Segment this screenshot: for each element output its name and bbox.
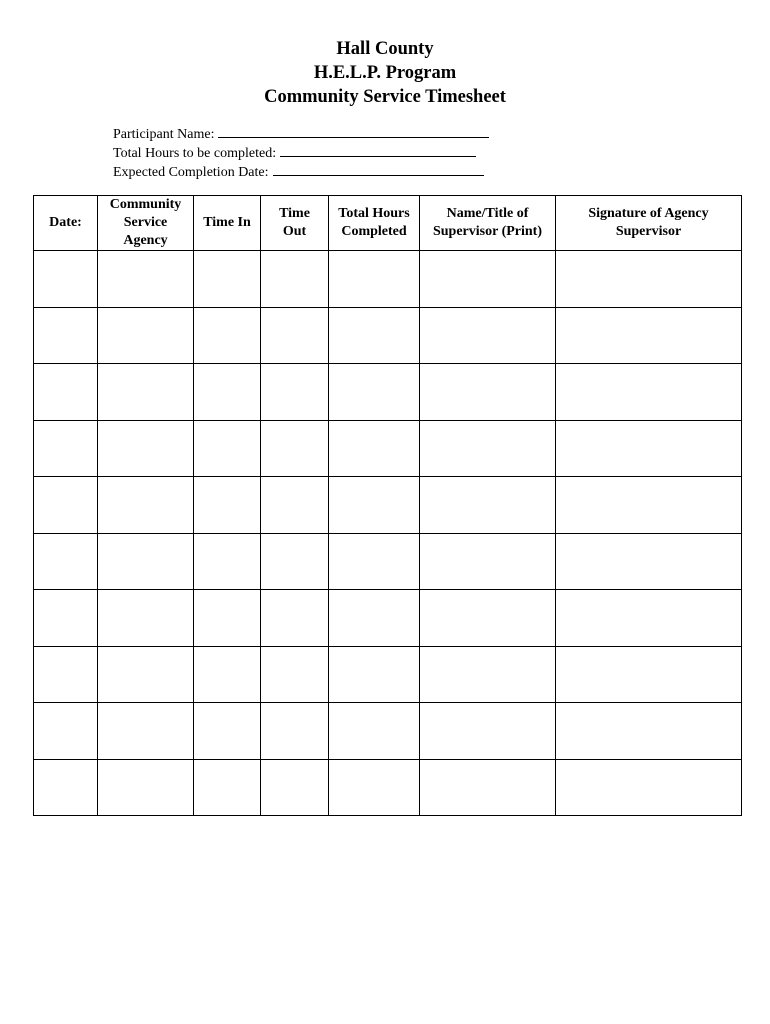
time-in-cell[interactable] — [194, 420, 261, 477]
time-in-cell[interactable] — [194, 477, 261, 534]
time-out-cell[interactable] — [261, 364, 329, 421]
supervisor-name-cell[interactable] — [420, 477, 556, 534]
agency-cell[interactable] — [98, 759, 194, 816]
total-hours-cell[interactable] — [329, 703, 420, 760]
date-cell[interactable] — [34, 703, 98, 760]
signature-cell[interactable] — [556, 251, 742, 308]
time-out-cell[interactable] — [261, 307, 329, 364]
total-hours-label: Total Hours to be completed: — [113, 146, 277, 161]
table-row — [34, 533, 742, 590]
date-cell[interactable] — [34, 307, 98, 364]
column-header-supervisor-name: Name/Title of Supervisor (Print) — [420, 196, 556, 251]
time-out-cell[interactable] — [261, 646, 329, 703]
time-in-cell[interactable] — [194, 703, 261, 760]
date-cell[interactable] — [34, 420, 98, 477]
table-row — [34, 646, 742, 703]
date-cell[interactable] — [34, 477, 98, 534]
table-row — [34, 420, 742, 477]
expected-completion-field[interactable] — [273, 164, 484, 176]
expected-completion-label: Expected Completion Date: — [113, 165, 269, 180]
agency-cell[interactable] — [98, 646, 194, 703]
agency-cell[interactable] — [98, 251, 194, 308]
agency-cell[interactable] — [98, 364, 194, 421]
table-row — [34, 477, 742, 534]
time-in-cell[interactable] — [194, 533, 261, 590]
signature-cell[interactable] — [556, 703, 742, 760]
table-row — [34, 759, 742, 816]
time-in-cell[interactable] — [194, 307, 261, 364]
supervisor-name-cell[interactable] — [420, 590, 556, 647]
agency-cell[interactable] — [98, 703, 194, 760]
date-cell[interactable] — [34, 590, 98, 647]
total-hours-cell[interactable] — [329, 251, 420, 308]
signature-cell[interactable] — [556, 420, 742, 477]
table-row — [34, 364, 742, 421]
time-in-cell[interactable] — [194, 364, 261, 421]
signature-cell[interactable] — [556, 364, 742, 421]
signature-cell[interactable] — [556, 533, 742, 590]
column-header-date: Date: — [34, 196, 98, 251]
signature-cell[interactable] — [556, 477, 742, 534]
supervisor-name-cell[interactable] — [420, 307, 556, 364]
timesheet-body — [34, 251, 742, 816]
time-out-cell[interactable] — [261, 590, 329, 647]
total-hours-cell[interactable] — [329, 477, 420, 534]
supervisor-name-cell[interactable] — [420, 251, 556, 308]
expected-completion-row — [113, 163, 489, 182]
total-hours-field[interactable] — [280, 145, 476, 157]
date-cell[interactable] — [34, 646, 98, 703]
time-out-cell[interactable] — [261, 251, 329, 308]
agency-cell[interactable] — [98, 590, 194, 647]
total-hours-cell[interactable] — [329, 646, 420, 703]
time-out-cell[interactable] — [261, 420, 329, 477]
table-row — [34, 251, 742, 308]
total-hours-cell[interactable] — [329, 533, 420, 590]
total-hours-cell[interactable] — [329, 364, 420, 421]
county-title: Hall County — [336, 39, 434, 59]
total-hours-row — [113, 144, 489, 163]
column-header-time-out: Time Out — [261, 196, 329, 251]
participant-name-label: Participant Name: — [113, 127, 215, 142]
supervisor-name-cell[interactable] — [420, 703, 556, 760]
supervisor-name-cell[interactable] — [420, 646, 556, 703]
total-hours-cell[interactable] — [329, 307, 420, 364]
supervisor-name-cell[interactable] — [420, 420, 556, 477]
column-header-total-hours: Total Hours Completed — [329, 196, 420, 251]
time-out-cell[interactable] — [261, 703, 329, 760]
time-out-cell[interactable] — [261, 477, 329, 534]
total-hours-cell[interactable] — [329, 590, 420, 647]
supervisor-name-cell[interactable] — [420, 759, 556, 816]
table-row — [34, 703, 742, 760]
timesheet-title: Community Service Timesheet — [264, 87, 506, 107]
agency-cell[interactable] — [98, 533, 194, 590]
agency-cell[interactable] — [98, 307, 194, 364]
date-cell[interactable] — [34, 251, 98, 308]
date-cell[interactable] — [34, 533, 98, 590]
signature-cell[interactable] — [556, 590, 742, 647]
timesheet-table — [33, 195, 742, 816]
signature-cell[interactable] — [556, 759, 742, 816]
time-out-cell[interactable] — [261, 759, 329, 816]
participant-name-field[interactable] — [218, 126, 489, 138]
time-in-cell[interactable] — [194, 759, 261, 816]
total-hours-cell[interactable] — [329, 759, 420, 816]
time-in-cell[interactable] — [194, 590, 261, 647]
program-title: H.E.L.P. Program — [313, 63, 457, 83]
supervisor-name-cell[interactable] — [420, 533, 556, 590]
time-in-cell[interactable] — [194, 646, 261, 703]
signature-cell[interactable] — [556, 646, 742, 703]
time-out-cell[interactable] — [261, 533, 329, 590]
signature-cell[interactable] — [556, 307, 742, 364]
agency-cell[interactable] — [98, 477, 194, 534]
column-header-agency: Community Service Agency — [98, 196, 194, 251]
supervisor-name-cell[interactable] — [420, 364, 556, 421]
participant-name-row — [113, 125, 489, 144]
time-in-cell[interactable] — [194, 251, 261, 308]
participant-info — [113, 125, 489, 182]
date-cell[interactable] — [34, 759, 98, 816]
column-header-time-in: Time In — [194, 196, 261, 251]
table-row — [34, 590, 742, 647]
document-header — [0, 37, 770, 109]
table-row — [34, 307, 742, 364]
column-header-signature: Signature of Agency Supervisor — [556, 196, 742, 251]
total-hours-cell[interactable] — [329, 420, 420, 477]
table-header-row — [34, 196, 742, 251]
date-cell[interactable] — [34, 364, 98, 421]
agency-cell[interactable] — [98, 420, 194, 477]
